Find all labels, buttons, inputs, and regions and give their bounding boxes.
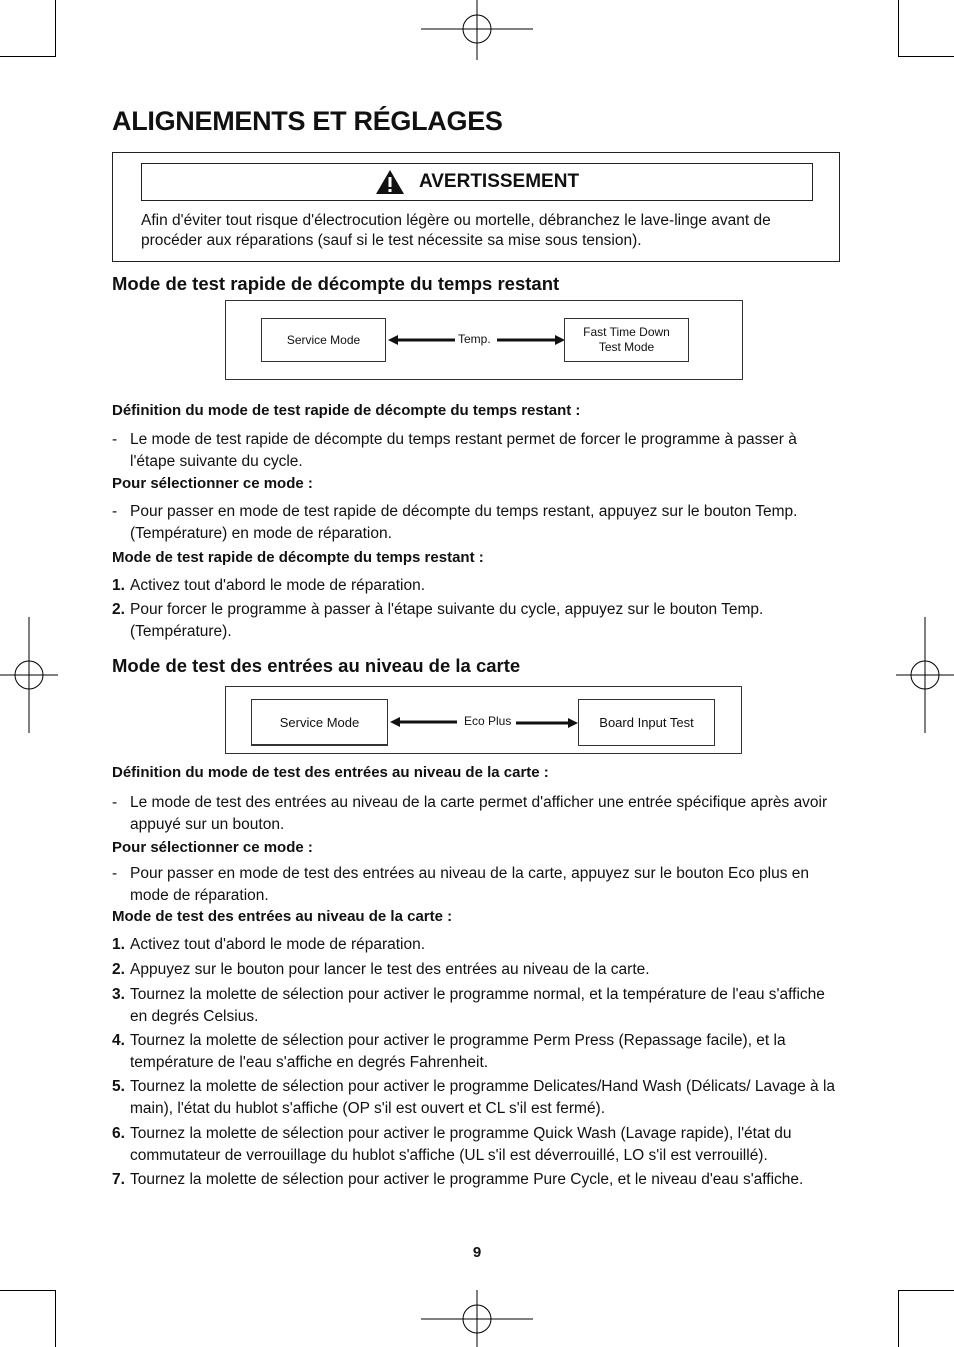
- step-text: Tournez la molette de sélection pour activer le programme Perm Press (Repassage facile), et la température de l'eau s'affiche en degrés Fahrenheit.: [130, 1032, 786, 1071]
- warning-box: [112, 152, 840, 262]
- step-number: 7.: [112, 1171, 125, 1188]
- section1-diagram: [225, 300, 743, 380]
- list-item: [112, 934, 842, 956]
- arrow-right-icon: [516, 717, 578, 729]
- step-text: Activez tout d'abord le mode de réparation.: [130, 577, 426, 594]
- list-item-text: Pour passer en mode de test rapide de décompte du temps restant, appuyez sur le bouton Temp. (Température) en mode de réparation.: [130, 503, 798, 542]
- registration-mark-right: [896, 617, 954, 733]
- crop-mark: [0, 56, 56, 57]
- step-number: 5.: [112, 1078, 125, 1095]
- list-item: [112, 501, 842, 544]
- step-text: Tournez la molette de sélection pour activer le programme Pure Cycle, et le niveau d'eau s'affiche.: [130, 1171, 804, 1188]
- bullet-marker: -: [112, 865, 118, 882]
- section2-diagram: [225, 686, 742, 754]
- list-item-text: Pour passer en mode de test des entrées au niveau de la carte, appuyez sur le bouton Eco plus en mode de réparation.: [130, 865, 809, 904]
- eco-plus-label: Eco Plus: [464, 714, 512, 728]
- crop-mark: [0, 1290, 56, 1291]
- bullet-marker: -: [112, 794, 118, 811]
- select-label: Pour sélectionner ce mode :: [112, 475, 313, 492]
- warning-text: Afin d'éviter tout risque d'électrocution légère ou mortelle, débranchez le lave-linge avant de procéder aux réparations (sauf si le test nécessite sa mise sous tension).: [141, 212, 771, 249]
- bullet-marker: -: [112, 503, 118, 520]
- list-item: [112, 863, 842, 906]
- fast-time-down-box: Fast Time Down Test Mode: [564, 318, 689, 362]
- step-text: Tournez la molette de sélection pour activer le programme Delicates/Hand Wash (Délicats/ Lavage à la main), l'état du hublot s'affiche (OP s'il est ouvert et CL s'il est fermé).: [130, 1078, 836, 1117]
- step-text: Tournez la molette de sélection pour activer le programme normal, et la température de l'eau s'affiche en degrés Celsius.: [130, 986, 825, 1025]
- step-text: Pour forcer le programme à passer à l'étape suivante du cycle, appuyez sur le bouton Temp. (Température).: [130, 601, 764, 640]
- list-item: [112, 1076, 842, 1119]
- step-number: 1.: [112, 936, 125, 953]
- step-number: 3.: [112, 986, 125, 1003]
- list-item-text: Le mode de test rapide de décompte du temps restant permet de forcer le programme à passer à l'étape suivante du cycle.: [130, 431, 797, 470]
- definition-label: Définition du mode de test des entrées au niveau de la carte :: [112, 764, 549, 781]
- crop-mark: [898, 1290, 899, 1347]
- step-number: 6.: [112, 1125, 125, 1142]
- temp-label: Temp.: [458, 332, 491, 346]
- definition-label: Définition du mode de test rapide de décompte du temps restant :: [112, 402, 581, 419]
- list-item: [112, 792, 842, 835]
- crop-mark: [55, 0, 56, 57]
- page-title: ALIGNEMENTS ET RÉGLAGES: [112, 106, 503, 136]
- registration-mark-bottom: [421, 1290, 533, 1347]
- select-label: Pour sélectionner ce mode :: [112, 839, 313, 856]
- step-text: Appuyez sur le bouton pour lancer le test des entrées au niveau de la carte.: [130, 961, 650, 978]
- arrow-left-icon: [388, 334, 456, 346]
- warning-triangle-icon: [375, 169, 405, 195]
- arrow-right-icon: [497, 334, 565, 346]
- warning-title-bar: [141, 163, 813, 201]
- step-text: Tournez la molette de sélection pour activer le programme Quick Wash (Lavage rapide), l'état du commutateur de verrouillage du hublot s'affiche (UL s'il est déverrouillé, LO s'il est verrouillé).: [130, 1125, 792, 1164]
- list-item: [112, 959, 842, 981]
- crop-mark: [55, 1290, 56, 1347]
- section1-heading: Mode de test rapide de décompte du temps restant: [112, 273, 560, 294]
- steps-label: Mode de test rapide de décompte du temps restant :: [112, 549, 484, 566]
- section2-heading: Mode de test des entrées au niveau de la carte: [112, 655, 521, 676]
- steps-label: Mode de test des entrées au niveau de la carte :: [112, 908, 453, 925]
- arrow-left-icon: [390, 716, 458, 728]
- list-item: [112, 1030, 842, 1073]
- crop-mark: [898, 1290, 954, 1291]
- page-number: 9: [472, 1244, 482, 1261]
- list-item: [112, 575, 842, 597]
- service-mode-box: Service Mode: [251, 699, 388, 746]
- registration-mark-top: [421, 0, 533, 60]
- bullet-marker: -: [112, 431, 118, 448]
- step-number: 2.: [112, 961, 125, 978]
- list-item: [112, 984, 842, 1027]
- crop-mark: [898, 0, 899, 57]
- service-mode-box: Service Mode: [261, 318, 386, 362]
- crop-mark: [898, 56, 954, 57]
- list-item: [112, 599, 842, 642]
- step-text: Activez tout d'abord le mode de réparation.: [130, 936, 426, 953]
- warning-title: AVERTISSEMENT: [418, 171, 580, 192]
- list-item-text: Le mode de test des entrées au niveau de la carte permet d'afficher une entrée spécifique après avoir appuyé sur un bouton.: [130, 794, 828, 833]
- step-number: 2.: [112, 601, 125, 618]
- registration-mark-left: [0, 617, 58, 733]
- list-item: [112, 1169, 842, 1191]
- list-item: [112, 1123, 842, 1166]
- step-number: 1.: [112, 577, 125, 594]
- board-input-test-box: Board Input Test: [578, 699, 715, 746]
- step-number: 4.: [112, 1032, 125, 1049]
- list-item: [112, 429, 842, 472]
